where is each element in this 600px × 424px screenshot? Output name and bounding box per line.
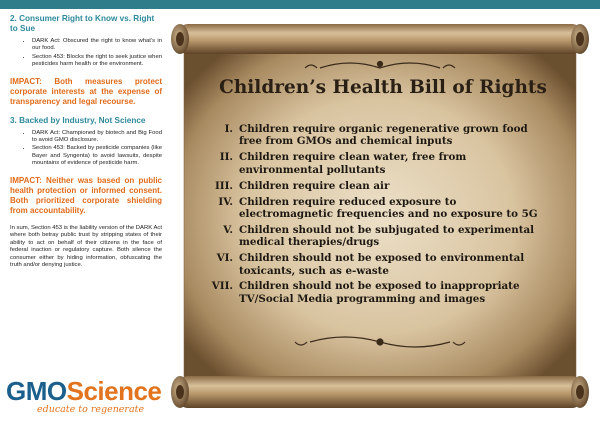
list-item: • Section 453: Blocks the right to seek justice when pesticides harm health or the environment. (32, 54, 162, 69)
right-item (206, 280, 552, 305)
left-column (10, 14, 162, 270)
list-item: • DARK Act: Obscured the right to know what’s in our food. (32, 38, 162, 53)
top-roll (171, 24, 589, 54)
right-item (206, 123, 552, 148)
right-text: Children require clean water, free from environmental pollutants (239, 151, 467, 176)
section-3-impact: IMPACT: Neither was based on public health protection or informed consent. Both prioritized corporate shielding from accountability. (10, 175, 162, 215)
logo-science-text: Science (66, 376, 162, 406)
right-item (206, 224, 552, 249)
right-number: III. (214, 179, 233, 192)
scroll-title: Children’s Health Bill of Rights (219, 77, 547, 98)
right-number: IV. (218, 195, 233, 208)
right-item (206, 180, 552, 192)
section-2-impact: IMPACT: Both measures protect corporate interests at the expense of transparency and legal recourse. (10, 76, 162, 106)
bottom-roll (171, 376, 589, 408)
logo-tagline: educate to regenerate (37, 404, 145, 415)
section-3-heading: 3. Backed by Industry, Not Science (10, 115, 146, 125)
right-item (206, 252, 552, 277)
logo-gmo-text: GMO (6, 376, 67, 406)
right-text: Children require organic regenerative grown food free from GMOs and chemical inputs (239, 123, 528, 148)
logo-wordmark (6, 377, 166, 405)
right-number: VII. (211, 280, 233, 293)
summary-paragraph: In sum, Section 453 is the liability version of the DARK Act where both betray public trust by stripping states of their ability to act on behalf of their citizens in the face of federal inaction or regulatory capture. Both silence the consumer either by hiding information, obfuscating the truth and/or denying justice. (10, 224, 162, 269)
right-number: VI. (216, 252, 233, 265)
right-number: I. (224, 123, 233, 135)
section-3-bullets (10, 130, 162, 168)
right-item (206, 196, 552, 221)
right-item (206, 151, 552, 176)
section-2-bullets (10, 38, 162, 69)
parchment-scroll (170, 20, 590, 416)
top-accent-bar (0, 0, 600, 9)
right-text: Children require reduced exposure to electromagnetic frequencies and no exposure to 5G (239, 195, 538, 220)
list-item: • Section 453: Backed by pesticide companies (like Bayer and Syngenta) to avoid lawsuits, despite mountains of evidence of pesticide harm. (32, 145, 162, 167)
list-item: • DARK Act: Championed by biotech and Big Food to avoid GMO disclosure. (32, 130, 162, 145)
right-text: Children should not be exposed to inappropriate TV/Social Media programming and images (239, 280, 520, 305)
section-2-heading: 2. Consumer Right to Know vs. Right to Sue (10, 14, 155, 33)
right-text: Children should not be subjugated to experimental medical therapies/drugs (239, 223, 535, 249)
right-text: Children require clean air (239, 179, 390, 192)
right-number: V. (223, 223, 233, 236)
gmo-science-logo (6, 377, 166, 417)
right-number: II. (219, 151, 233, 164)
rights-list (206, 123, 552, 309)
right-text: Children should not be exposed to environmental toxicants, such as e-waste (239, 252, 525, 277)
